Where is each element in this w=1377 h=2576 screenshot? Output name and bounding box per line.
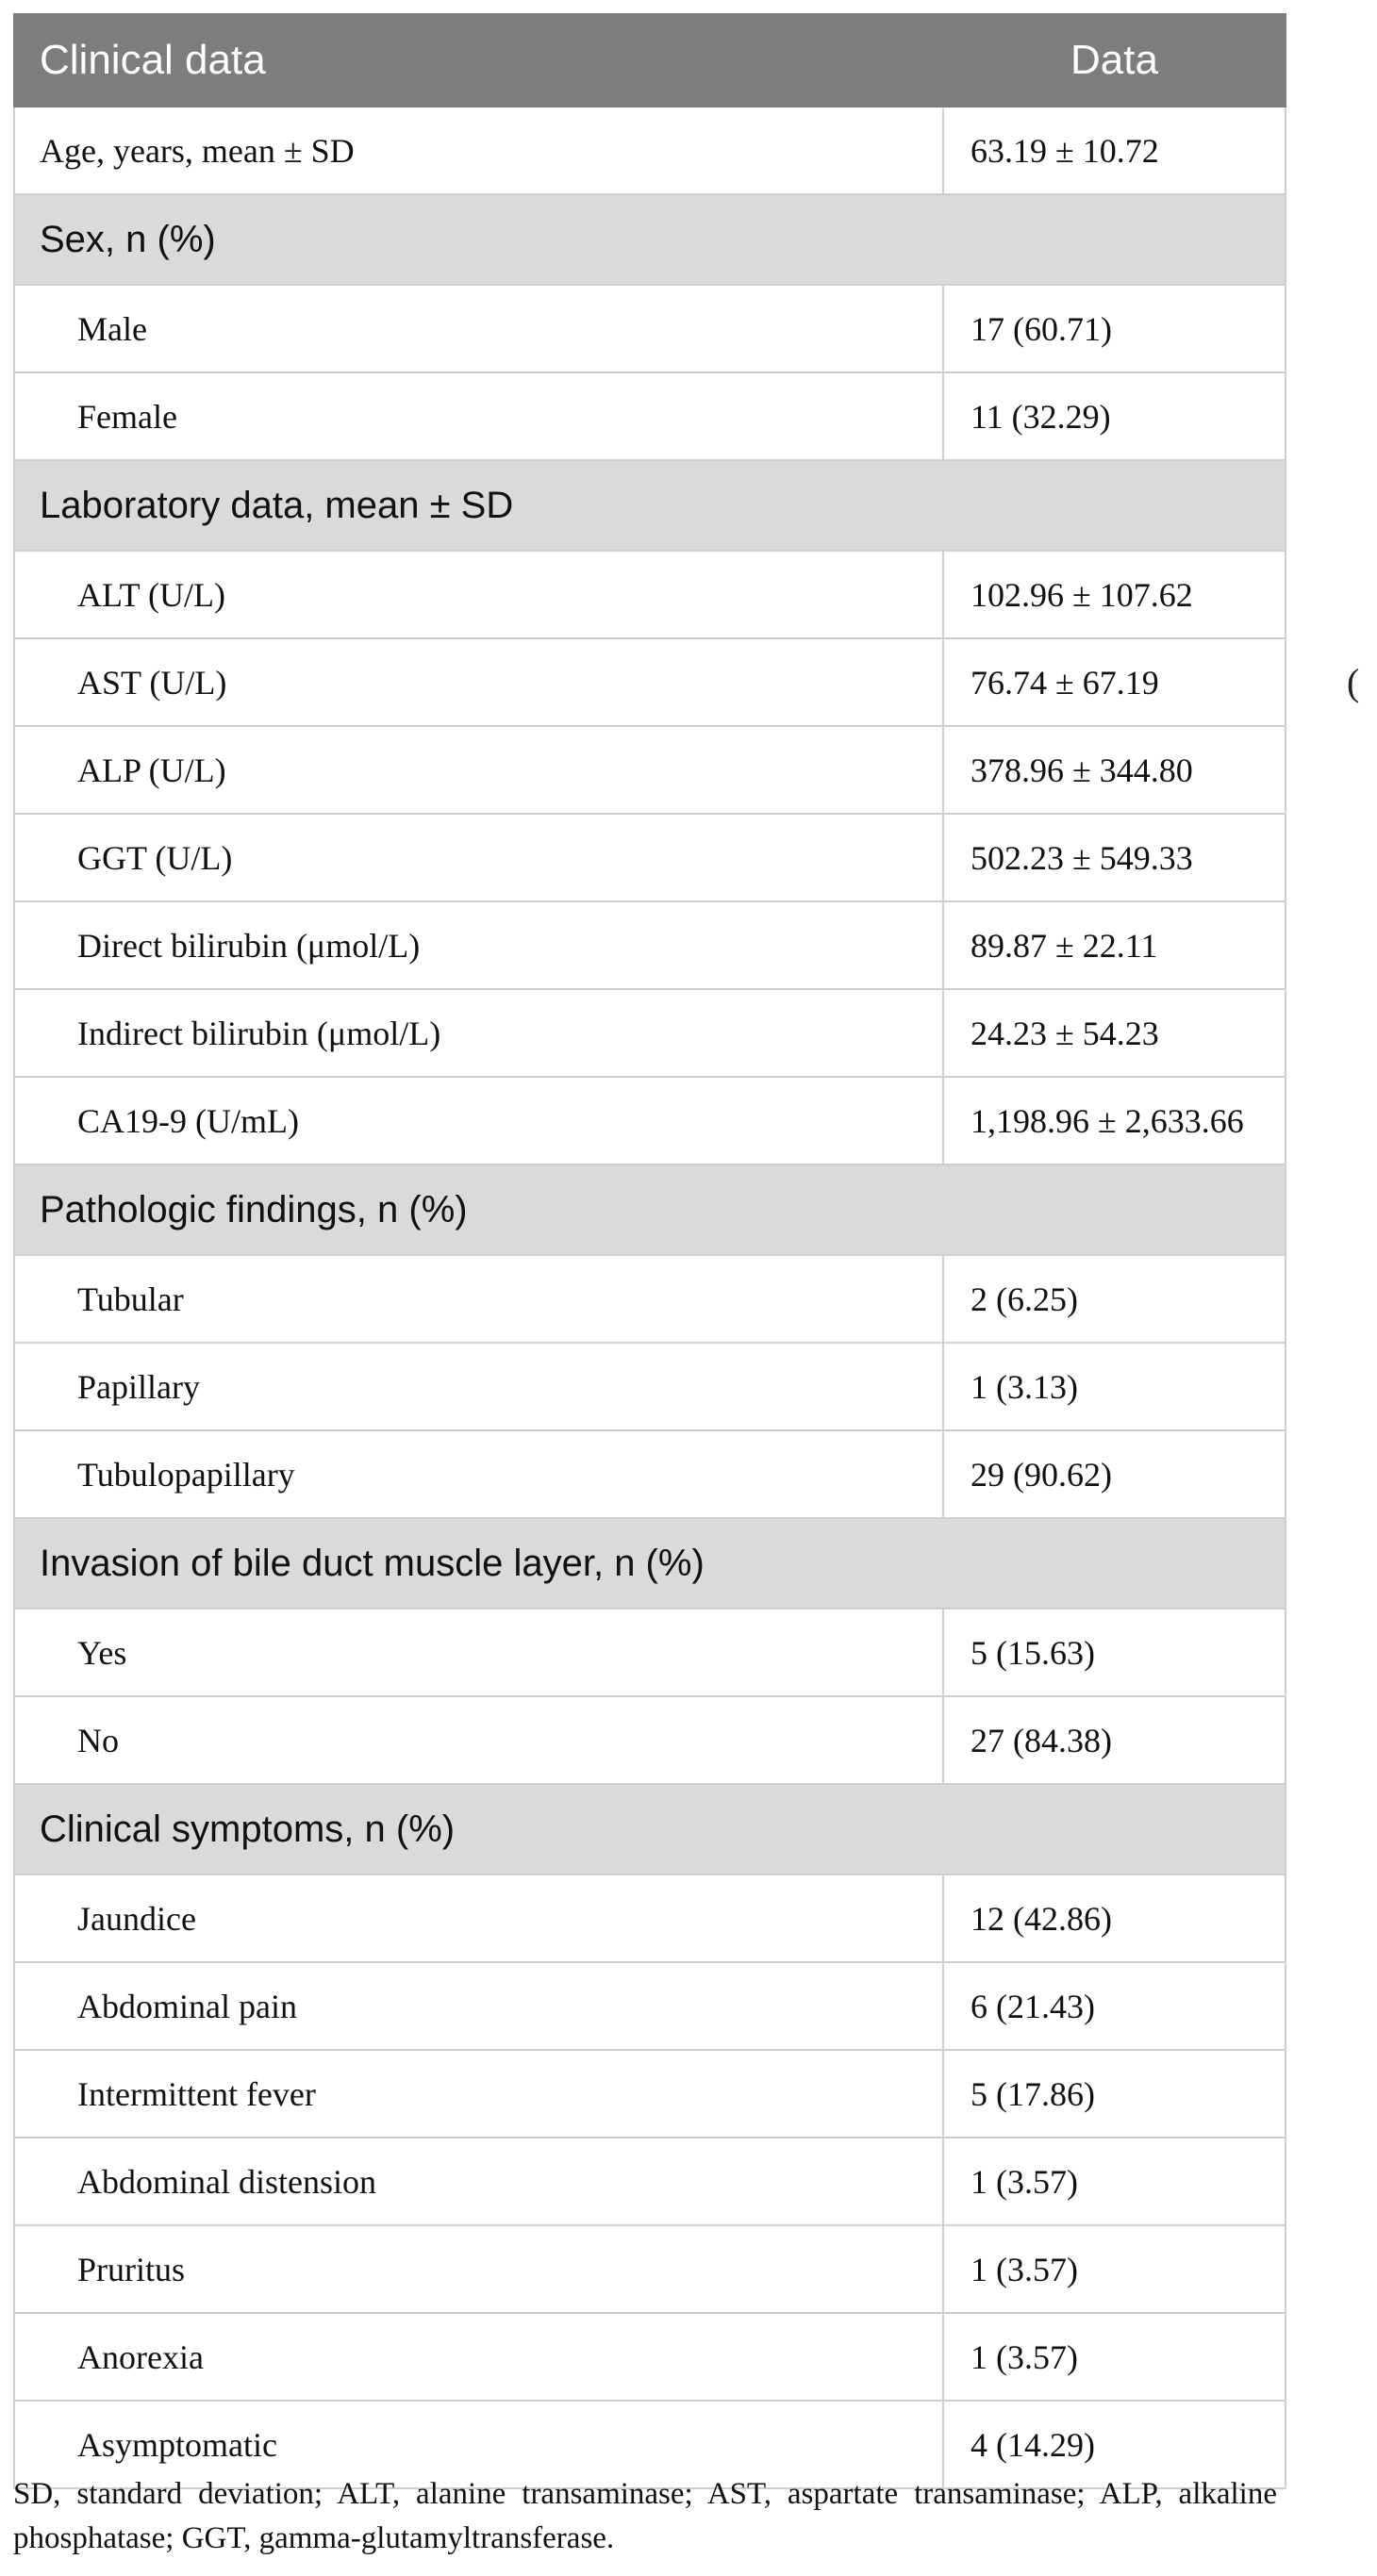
row-label: Tubulopapillary [14, 1430, 943, 1518]
row-label: Intermittent fever [14, 2050, 943, 2138]
section-row [14, 1164, 1286, 1255]
row-label: GGT (U/L) [14, 814, 943, 901]
table-row [14, 989, 1286, 1077]
row-label: Abdominal pain [14, 1962, 943, 2050]
header-clinical-data: Clinical data [14, 14, 943, 107]
table-row [14, 814, 1286, 901]
table-row [14, 2313, 1286, 2401]
row-label: AST (U/L) [14, 638, 943, 726]
table-header [14, 14, 1286, 107]
row-value: 378.96 ± 344.80 [943, 726, 1286, 814]
row-value: 17 (60.71) [943, 285, 1286, 372]
row-label: Papillary [14, 1343, 943, 1430]
row-value: 502.23 ± 549.33 [943, 814, 1286, 901]
section-row [14, 194, 1286, 285]
table-row [14, 2050, 1286, 2138]
row-label: No [14, 1696, 943, 1784]
row-value: 24.23 ± 54.23 [943, 989, 1286, 1077]
section-label: Laboratory data, mean ± SD [14, 460, 1286, 551]
section-row [14, 1784, 1286, 1874]
section-row [14, 460, 1286, 551]
table-row [14, 2225, 1286, 2313]
row-value: 1 (3.13) [943, 1343, 1286, 1430]
row-value: 1,198.96 ± 2,633.66 [943, 1077, 1286, 1164]
table-footnote: SD, standard deviation; ALT, alanine transaminase; AST, aspartate transaminase; ALP, alkaline phosphatase; GGT, gamma-glutamyltransferase. [13, 2477, 1277, 2555]
row-value: 27 (84.38) [943, 1696, 1286, 1784]
section-label: Sex, n (%) [14, 194, 1286, 285]
row-label: Abdominal distension [14, 2138, 943, 2225]
row-label: CA19-9 (U/mL) [14, 1077, 943, 1164]
row-value: 12 (42.86) [943, 1874, 1286, 1962]
table-row [14, 285, 1286, 372]
table-row [14, 107, 1286, 194]
table-row [14, 551, 1286, 638]
row-value: 1 (3.57) [943, 2138, 1286, 2225]
row-label: Asymptomatic [14, 2401, 943, 2488]
row-value: 89.87 ± 22.11 [943, 901, 1286, 989]
row-label: Tubular [14, 1255, 943, 1343]
table-row [14, 1430, 1286, 1518]
table-row [14, 726, 1286, 814]
row-value: 76.74 ± 67.19 [943, 638, 1286, 726]
stray-parenthesis: ( [1347, 661, 1360, 703]
table-row [14, 2138, 1286, 2225]
table-row [14, 1343, 1286, 1430]
row-value: 6 (21.43) [943, 1962, 1286, 2050]
row-value: 1 (3.57) [943, 2225, 1286, 2313]
row-label: Anorexia [14, 2313, 943, 2401]
table-row [14, 1874, 1286, 1962]
row-value: 1 (3.57) [943, 2313, 1286, 2401]
table-row [14, 1609, 1286, 1696]
section-row [14, 1518, 1286, 1609]
row-value: 63.19 ± 10.72 [943, 107, 1286, 194]
table-row [14, 1962, 1286, 2050]
section-label: Pathologic findings, n (%) [14, 1164, 1286, 1255]
row-label: Male [14, 285, 943, 372]
table-row [14, 638, 1286, 726]
row-label: Jaundice [14, 1874, 943, 1962]
row-label: Direct bilirubin (μmol/L) [14, 901, 943, 989]
row-value: 11 (32.29) [943, 372, 1286, 460]
row-label: ALT (U/L) [14, 551, 943, 638]
table-row [14, 901, 1286, 989]
table-row [14, 1255, 1286, 1343]
table-row [14, 372, 1286, 460]
row-label: ALP (U/L) [14, 726, 943, 814]
row-value: 2 (6.25) [943, 1255, 1286, 1343]
table-row [14, 1077, 1286, 1164]
table-body [14, 107, 1286, 2488]
table-row [14, 1696, 1286, 1784]
clinical-data-table [13, 13, 1286, 2489]
section-label: Clinical symptoms, n (%) [14, 1784, 1286, 1874]
section-label: Invasion of bile duct muscle layer, n (%) [14, 1518, 1286, 1609]
row-label: Female [14, 372, 943, 460]
row-label: Age, years, mean ± SD [14, 107, 943, 194]
row-value: 5 (15.63) [943, 1609, 1286, 1696]
row-value: 5 (17.86) [943, 2050, 1286, 2138]
row-label: Indirect bilirubin (μmol/L) [14, 989, 943, 1077]
header-data: Data [943, 14, 1286, 107]
row-label: Yes [14, 1609, 943, 1696]
header-row [14, 14, 1286, 107]
row-value: 102.96 ± 107.62 [943, 551, 1286, 638]
row-value: 29 (90.62) [943, 1430, 1286, 1518]
row-label: Pruritus [14, 2225, 943, 2313]
row-value: 4 (14.29) [943, 2401, 1286, 2488]
